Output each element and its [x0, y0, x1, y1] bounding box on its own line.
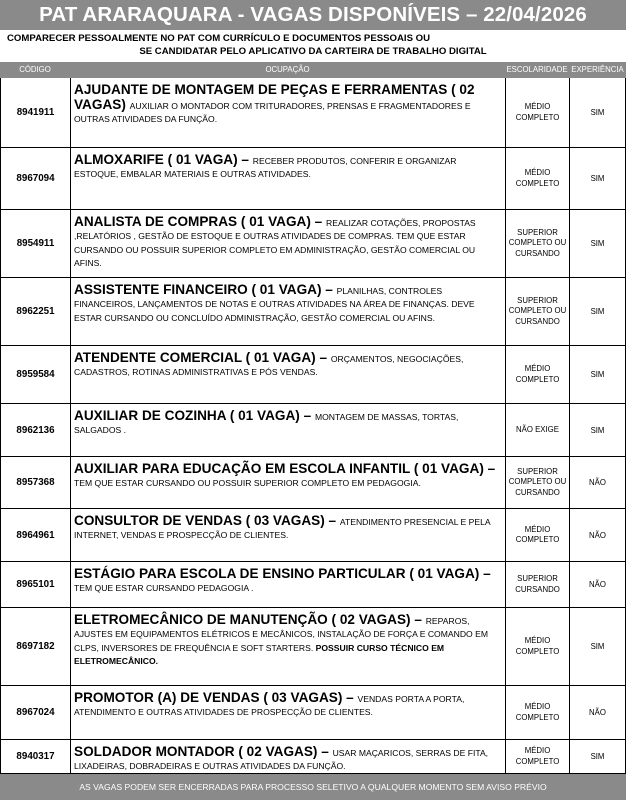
job-title-separator: –	[483, 461, 496, 476]
job-title-separator: –	[321, 282, 337, 297]
job-schooling: SUPERIOR COMPLETO OU CURSANDO	[506, 210, 570, 277]
job-description: TEM QUE ESTAR CURSANDO PEDAGOGIA .	[74, 583, 254, 593]
job-experience: NÃO	[589, 708, 606, 717]
job-title: ANALISTA DE COMPRAS ( 01 VAGA)	[74, 214, 311, 229]
job-code: 8962136	[1, 404, 71, 456]
job-schooling: MÉDIO COMPLETO	[506, 509, 570, 561]
job-title-separator: –	[317, 744, 333, 759]
job-title-separator: –	[342, 690, 358, 705]
job-occupation	[71, 509, 506, 561]
job-title-separator: –	[479, 566, 491, 581]
job-title: AUXILIAR DE COZINHA ( 01 VAGA)	[74, 408, 300, 423]
job-code: 8965101	[1, 562, 71, 607]
job-schooling: SUPERIOR COMPLETO OU CURSANDO	[506, 457, 570, 508]
job-title-separator: –	[310, 214, 327, 229]
application-notice	[0, 30, 626, 62]
job-description: ATENDIMENTO PRESENCIAL E PELA INTERNET, VENDAS E PROSPECÇÃO DE CLIENTES.	[74, 517, 491, 541]
job-description: TEM QUE ESTAR CURSANDO OU POSSUIR SUPERIOR COMPLETO EM PEDAGOGIA.	[74, 478, 421, 488]
job-description: VENDAS PORTA A PORTA, ATENDIMENTO E OUTRAS ATIVIDADES DE PROSPECÇÃO DE CLIENTES.	[74, 694, 465, 718]
job-title-separator: –	[324, 513, 340, 528]
job-experience: SIM	[590, 370, 605, 379]
job-requirement: POSSUIR CURSO TÉCNICO EM ELETROMECÂNICO.	[74, 642, 445, 667]
table-row	[0, 148, 626, 210]
job-occupation	[71, 608, 506, 685]
job-code: 8954911	[1, 210, 71, 277]
job-occupation	[71, 686, 506, 739]
job-experience: SIM	[590, 174, 605, 183]
notice-line-1: COMPARECER PESSOALMENTE NO PAT COM CURRÍCULO E DOCUMENTOS PESSOAIS OU	[7, 33, 431, 44]
job-occupation	[71, 457, 506, 508]
job-title: ALMOXARIFE ( 01 VAGA)	[74, 152, 238, 167]
job-title: ESTÁGIO PARA ESCOLA DE ENSINO PARTICULAR ( 01 VAGA)	[74, 566, 480, 581]
job-experience: NÃO	[589, 580, 606, 589]
table-row	[0, 562, 626, 608]
column-header-schooling: ESCOLARIDADE	[506, 65, 568, 74]
job-occupation	[71, 740, 506, 773]
job-title: AUXILIAR PARA EDUCAÇÃO EM ESCOLA INFANTIL ( 01 VAGA)	[74, 461, 484, 476]
job-code: 8967094	[1, 148, 71, 209]
job-occupation	[71, 148, 506, 209]
table-row	[0, 278, 626, 346]
job-description: REPAROS, AJUSTES EM EQUIPAMENTOS ELÉTRICOS E MECÂNICOS, INSTALAÇÃO DE FORÇA E COMANDO EM CLPS, INVERSORES DE FREQUÊNCIA E SOFT STARTERS.	[74, 616, 488, 653]
job-title-separator: –	[315, 350, 331, 365]
table-row	[0, 404, 626, 457]
table-row	[0, 686, 626, 740]
job-code: 8940317	[1, 740, 71, 773]
job-code: 8941911	[1, 78, 71, 147]
job-schooling: MÉDIO COMPLETO	[506, 608, 570, 685]
page-title: PAT ARARAQUARA - VAGAS DISPONÍVEIS – 22/04/2026	[0, 0, 626, 30]
job-code: 8967024	[1, 686, 71, 739]
job-title-separator: –	[237, 152, 253, 167]
table-row	[0, 78, 626, 148]
job-title-separator: –	[299, 408, 315, 423]
footer-disclaimer: AS VAGAS PODEM SER ENCERRADAS PARA PROCESSO SELETIVO A QUALQUER MOMENTO SEM AVISO PRÉVIO	[0, 774, 626, 800]
job-description: MONTAGEM DE MASSAS, TORTAS, SALGADOS .	[74, 412, 459, 436]
job-occupation	[71, 346, 506, 403]
job-occupation	[71, 210, 506, 277]
job-title: ATENDENTE COMERCIAL ( 01 VAGA)	[74, 350, 316, 365]
job-occupation	[71, 404, 506, 456]
job-description: PLANILHAS, CONTROLES FINANCEIROS, LANÇAMENTOS DE NOTAS E OUTRAS ATIVIDADES NA ÁREA DE FINANÇAS. DEVE ESTAR CURSANDO OU CONCLUÍDO ADMINISTRAÇÃO, GESTÃO COMERCIAL OU AFINS.	[74, 286, 475, 323]
job-title: ELETROMECÂNICO DE MANUTENÇÃO ( 02 VAGAS)	[74, 612, 411, 627]
job-occupation	[71, 562, 506, 607]
job-title: PROMOTOR (A) DE VENDAS ( 03 VAGAS)	[74, 690, 343, 705]
table-row	[0, 608, 626, 686]
job-title: CONSULTOR DE VENDAS ( 03 VAGAS)	[74, 513, 325, 528]
job-experience: SIM	[590, 752, 605, 761]
job-code: 8962251	[1, 278, 71, 345]
job-experience: SIM	[590, 239, 605, 248]
job-code: 8697182	[1, 608, 71, 685]
job-code: 8957368	[1, 457, 71, 508]
column-header-code: CÓDIGO	[19, 65, 51, 74]
job-experience: NÃO	[589, 530, 606, 540]
column-header-occupation: OCUPAÇÃO	[265, 65, 310, 74]
table-row	[0, 346, 626, 404]
job-description: RECEBER PRODUTOS, CONFERIR E ORGANIZAR ESTOQUE, EMBALAR MATERIAIS E OUTRAS ATIVIDADES.	[74, 156, 457, 180]
job-schooling: MÉDIO COMPLETO	[506, 346, 570, 403]
table-row	[0, 740, 626, 774]
job-description: USAR MAÇARICOS, SERRAS DE FITA, LIXADEIRAS, DOBRADEIRAS E OUTRAS ATIVIDADES DA FUNÇÃO.	[74, 748, 489, 772]
job-title: SOLDADOR MONTADOR ( 02 VAGAS)	[74, 744, 318, 759]
job-code: 8959584	[1, 346, 71, 403]
job-description: ORÇAMENTOS, NEGOCIAÇÕES, CADASTROS, ROTINAS ADMINISTRATIVAS E PÓS VENDAS.	[74, 354, 464, 378]
job-occupation	[71, 78, 506, 147]
table-row	[0, 210, 626, 278]
table-row	[0, 457, 626, 509]
job-schooling: SUPERIOR COMPLETO OU CURSANDO	[506, 278, 570, 345]
job-title-separator: –	[410, 612, 426, 627]
job-description: AUXILIAR O MONTADOR COM TRITURADORES, PRENSAS E FRAGMENTADORES E OUTRAS ATIVIDADES DA FUNÇÃO.	[74, 101, 471, 125]
job-experience: SIM	[590, 642, 605, 651]
job-code: 8964961	[1, 509, 71, 561]
table-header	[0, 62, 626, 78]
job-description: REALIZAR COTAÇÕES, PROPOSTAS ,RELATÓRIOS , GESTÃO DE ESTOQUE E OUTRAS ATIVIDADES DE COMPRAS. TEM QUE ESTAR CURSANDO OU POSSUIR SUPERIOR COMPLETO EM ADMINISTRAÇÃO, GESTÃO COMERCIAL OU AFINS.	[74, 218, 476, 269]
job-schooling: MÉDIO COMPLETO	[506, 686, 570, 739]
job-schooling: MÉDIO COMPLETO	[506, 78, 570, 147]
job-occupation	[71, 278, 506, 345]
job-schooling: MÉDIO COMPLETO	[506, 740, 570, 773]
job-experience: SIM	[590, 425, 605, 435]
job-schooling: NÃO EXIGE	[506, 404, 570, 456]
column-header-experience: EXPERIÊNCIA	[571, 65, 624, 74]
job-experience: NÃO	[589, 478, 606, 487]
table-row	[0, 509, 626, 562]
job-schooling: MÉDIO COMPLETO	[506, 148, 570, 209]
notice-line-2: SE CANDIDATAR PELO APLICATIVO DA CARTEIRA DE TRABALHO DIGITAL	[139, 46, 487, 57]
job-title: ASSISTENTE FINANCEIRO ( 01 VAGA)	[74, 282, 322, 297]
job-title: AJUDANTE DE MONTAGEM DE PEÇAS E FERRAMENTAS ( 02 VAGAS)	[74, 82, 475, 112]
job-experience: SIM	[590, 307, 605, 316]
job-experience: SIM	[590, 108, 605, 117]
job-schooling: SUPERIOR CURSANDO	[506, 562, 570, 607]
